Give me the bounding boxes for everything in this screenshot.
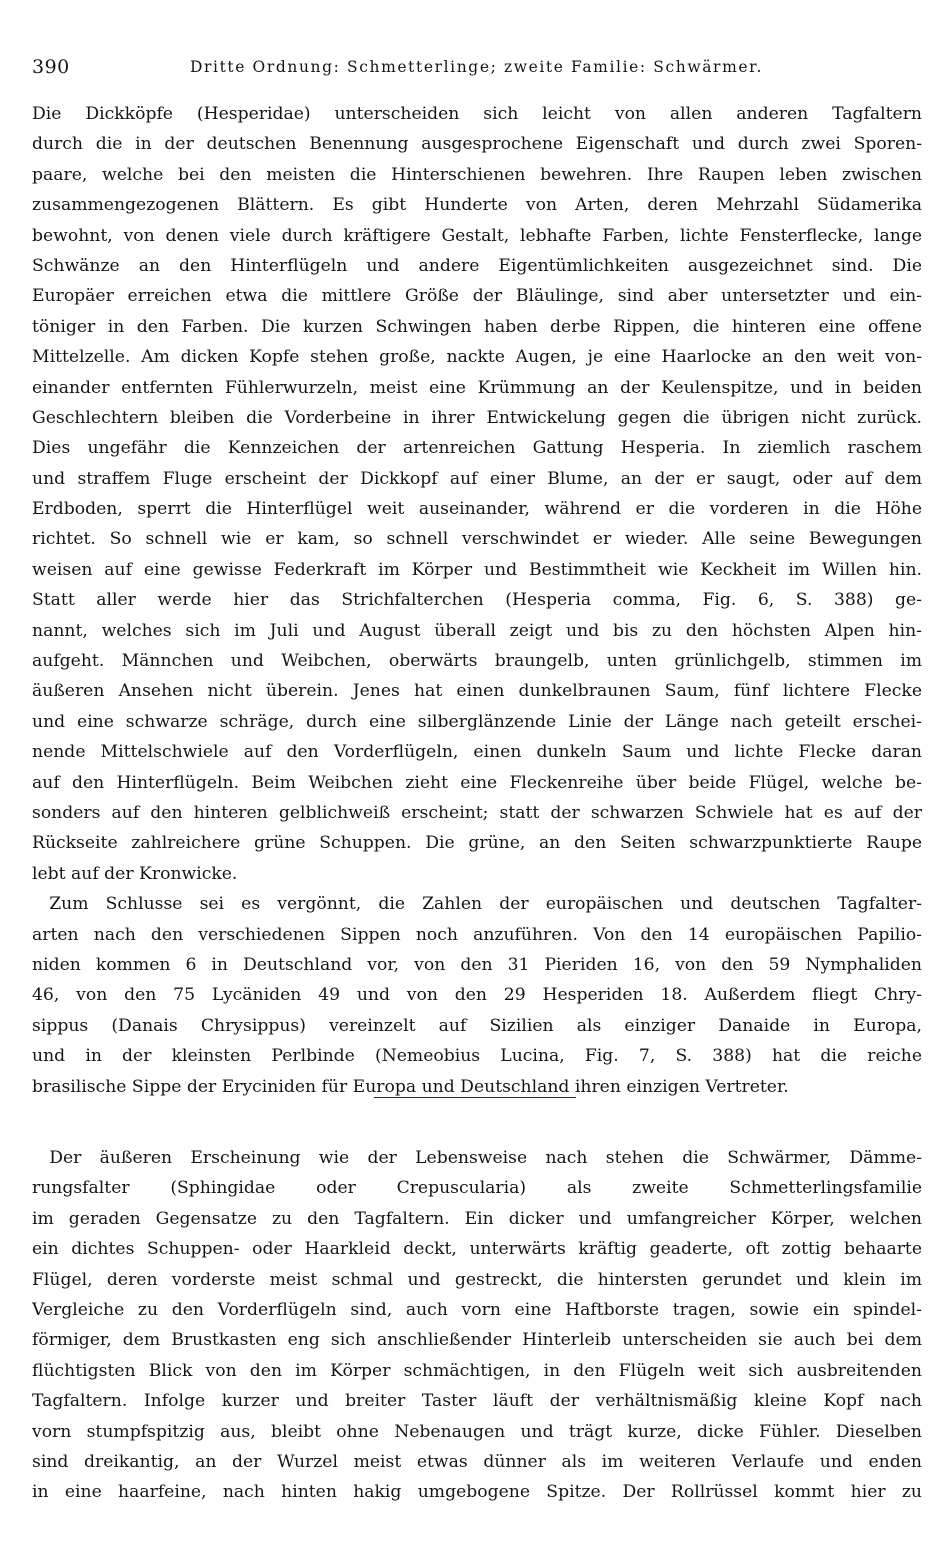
text-line: richtet. So schnell wie er kam, so schnell verschwindet er wieder. Alle seine Bewegungen [32,529,922,550]
text-line: durch die in der deutschen Benennung ausgesprochene Eigenschaft und durch zwei Sporen- [32,134,922,155]
text-line: sippus (Danais Chrysippus) vereinzelt auf Sizilien als einziger Danaide in Europa, [32,1015,922,1036]
text-line: auf den Hinterflügeln. Beim Weibchen zieht eine Fleckenreihe über beide Flügel, welche be- [32,772,922,793]
text-line: Statt aller werde hier das Strichfalterchen (Hesperia comma, Fig. 6, S. 388) ge- [32,590,922,611]
text-line: Vergleiche zu den Vorderflügeln sind, auch vorn eine Haftborste tragen, sowie ein spindel- [32,1299,922,1320]
page-number: 390 [32,56,70,78]
text-line: nende Mittelschwiele auf den Vorderflügeln, einen dunkeln Saum und lichte Flecke daran [32,742,922,763]
text-line: Der äußeren Erscheinung wie der Lebensweise nach stehen die Schwärmer, Dämme- [32,1148,922,1168]
text-line: lebt auf der Kronwicke. [32,863,238,884]
text-line: Geschlechtern bleiben die Vorderbeine in ihrer Entwickelung gegen die übrigen nicht zurück. [32,407,922,428]
text-line: paare, welche bei den meisten die Hinterschienen bewehren. Ihre Raupen leben zwischen [32,164,922,185]
page-header [32,56,922,86]
text-line: sind dreikantig, an der Wurzel meist etwas dünner als im weiteren Verlaufe und enden [32,1451,922,1472]
text-line: 46, von den 75 Lycäniden 49 und von den 29 Hesperiden 18. Außerdem fliegt Chry- [32,985,922,1006]
text-line: niden kommen 6 in Deutschland vor, von den 31 Pieriden 16, von den 59 Nymphaliden [32,954,922,975]
text-block-schwaermer [32,1143,922,1508]
text-line: bewohnt, von denen viele durch kräftigere Gestalt, lebhafte Farben, lichte Fensterflecke, lange [32,225,922,246]
section-divider [374,1097,576,1098]
text-line: Zum Schlusse sei es vergönnt, die Zahlen der europäischen und deutschen Tagfalter- [32,894,922,915]
text-line: Tagfaltern. Infolge kurzer und breiter Taster läuft der verhältnismäßig kleine Kopf nach [32,1391,922,1412]
text-line: weisen auf eine gewisse Federkraft im Körper und Bestimmtheit wie Keckheit im Willen hin. [32,559,922,580]
text-line: Mittelzelle. Am dicken Kopfe stehen große, nackte Augen, je eine Haarlocke an den weit von- [32,347,922,368]
text-line: äußeren Ansehen nicht überein. Jenes hat einen dunkelbraunen Saum, fünf lichtere Flecke [32,681,922,702]
text-line: brasilische Sippe der Eryciniden für Europa und Deutschland ihren einzigen Vertreter. [32,1076,789,1097]
text-line: arten nach den verschiedenen Sippen noch anzuführen. Von den 14 europäischen Papilio- [32,924,922,945]
text-line: töniger in den Farben. Die kurzen Schwingen haben derbe Rippen, die hinteren eine offene [32,316,922,337]
text-line: vorn stumpfspitzig aus, bleibt ohne Nebenaugen und trägt kurze, dicke Fühler. Dieselben [32,1421,922,1442]
text-line: im geraden Gegensatze zu den Tagfaltern. Ein dicker und umfangreicher Körper, welchen [32,1208,922,1229]
text-line: Europäer erreichen etwa die mittlere Größe der Bläulinge, sind aber untersetzter und ein- [32,286,922,307]
text-line: aufgeht. Männchen und Weibchen, oberwärts braungelb, unten grünlichgelb, stimmen im [32,651,922,672]
text-line: sonders auf den hinteren gelblichweiß erscheint; statt der schwarzen Schwiele hat es auf der [32,802,922,823]
text-line: Die Dickköpfe (Hesperidae) unterscheiden sich leicht von allen anderen Tagfaltern [32,104,922,124]
text-line: rungsfalter (Sphingidae oder Crepuscularia) als zweite Schmetterlingsfamilie [32,1178,922,1199]
text-line: Flügel, deren vorderste meist schmal und gestreckt, die hintersten gerundet und klein im [32,1269,922,1290]
text-line: und eine schwarze schräge, durch eine silberglänzende Linie der Länge nach geteilt erschei- [32,711,922,732]
text-line: einander entfernten Fühlerwurzeln, meist eine Krümmung an der Keulenspitze, und in beiden [32,377,922,398]
text-block-hesperidae [32,99,922,1102]
text-line: und in der kleinsten Perlbinde (Nemeobius Lucina, Fig. 7, S. 388) hat die reiche [32,1046,922,1067]
text-line: nannt, welches sich im Juli und August überall zeigt und bis zu den höchsten Alpen hin- [32,620,922,641]
text-line: Dies ungefähr die Kennzeichen der artenreichen Gattung Hesperia. In ziemlich raschem [32,438,922,459]
text-line: und straffem Fluge erscheint der Dickkopf auf einer Blume, an der er saugt, oder auf dem [32,468,922,489]
text-line: förmiger, dem Brustkasten eng sich anschließender Hinterleib unterscheiden sie auch bei dem [32,1330,922,1351]
running-head: Dritte Ordnung: Schmetterlinge; zweite Familie: Schwärmer. [190,58,763,76]
text-line: zusammengezogenen Blättern. Es gibt Hunderte von Arten, deren Mehrzahl Südamerika [32,195,922,216]
text-line: flüchtigsten Blick von den im Körper schmächtigen, in den Flügeln weit sich ausbreitenden [32,1360,922,1381]
text-line: ein dichtes Schuppen- oder Haarkleid deckt, unterwärts kräftig geaderte, oft zottig behaarte [32,1239,922,1260]
text-line: Rückseite zahlreichere grüne Schuppen. Die grüne, an den Seiten schwarzpunktierte Raupe [32,833,922,854]
text-line: Erdboden, sperrt die Hinterflügel weit auseinander, während er die vorderen in die Höhe [32,499,922,520]
text-line: in eine haarfeine, nach hinten hakig umgebogene Spitze. Der Rollrüssel kommt hier zu [32,1482,922,1503]
text-line: Schwänze an den Hinterflügeln und andere Eigentümlichkeiten ausgezeichnet sind. Die [32,255,922,276]
